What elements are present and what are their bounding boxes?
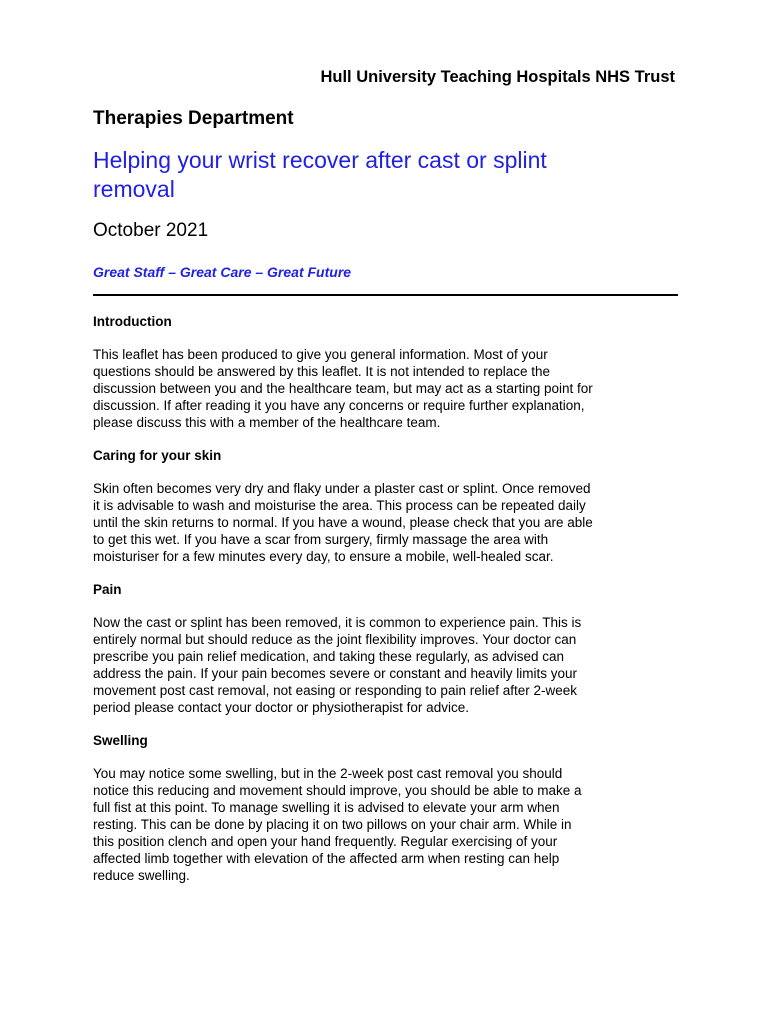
paragraph-line: please discuss this with a member of the healthcare team.: [93, 415, 441, 430]
paragraph-line: it is advisable to wash and moisturise the area. This process can be repeated daily: [93, 498, 586, 513]
paragraph-line: resting. This can be done by placing it on two pillows on your chair arm. While in: [93, 817, 572, 832]
organisation-name: Hull University Teaching Hospitals NHS Trust: [320, 68, 675, 86]
paragraph-line: entirely normal but should reduce as the joint flexibility improves. Your doctor can: [93, 632, 577, 647]
paragraph-line: Now the cast or splint has been removed, it is common to experience pain. This is: [93, 615, 582, 630]
paragraph-line: this position clench and open your hand frequently. Regular exercising of your: [93, 834, 558, 849]
department-name: Therapies Department: [93, 108, 294, 129]
paragraph-line: This leaflet has been produced to give you general information. Most of your: [93, 347, 548, 362]
paragraph-line: moisturiser for a few minutes every day, to ensure a mobile, well-healed scar.: [93, 549, 554, 564]
section-paragraph: [93, 480, 683, 565]
paragraph-line: Skin often becomes very dry and flaky under a plaster cast or splint. Once removed: [93, 481, 591, 496]
section-paragraph: [93, 614, 683, 716]
paragraph-line: prescribe you pain relief medication, and taking these regularly, as advised can: [93, 649, 565, 664]
title-line: removal: [93, 176, 175, 202]
paragraph-line: until the skin returns to normal. If you have a wound, please check that you are able: [93, 515, 593, 530]
paragraph-line: reduce swelling.: [93, 868, 190, 883]
header-divider: [93, 294, 678, 296]
paragraph-line: full fist at this point. To manage swelling it is advised to elevate your arm when: [93, 800, 560, 815]
tagline: Great Staff – Great Care – Great Future: [93, 264, 352, 280]
paragraph-line: affected limb together with elevation of the affected arm when resting can help: [93, 851, 560, 866]
section-paragraph: [93, 765, 683, 884]
paragraph-line: notice this reducing and movement should improve, you should be able to make a: [93, 783, 582, 798]
paragraph-line: questions should be answered by this leaflet. It is not intended to replace the: [93, 364, 551, 379]
title-line: Helping your wrist recover after cast or splint: [93, 147, 547, 173]
section-paragraph: [93, 346, 683, 431]
section-swelling: [93, 732, 683, 884]
document-body: [93, 313, 683, 900]
paragraph-line: address the pain. If your pain becomes severe or constant and heavily limits your: [93, 666, 578, 681]
paragraph-line: to get this wet. If you have a scar from surgery, firmly massage the area with: [93, 532, 549, 547]
paragraph-line: period please contact your doctor or physiotherapist for advice.: [93, 700, 469, 715]
paragraph-line: movement post cast removal, not easing or responding to pain relief after 2-week: [93, 683, 578, 698]
section-heading: Swelling: [93, 733, 148, 748]
paragraph-line: discussion. If after reading it you have any concerns or require further explanation,: [93, 398, 585, 413]
section-heading: Caring for your skin: [93, 448, 222, 463]
paragraph-line: discussion between you and the healthcare team, but may act as a starting point for: [93, 381, 593, 396]
document-title: [93, 146, 653, 204]
section-caring-for-skin: [93, 447, 683, 565]
document-date: October 2021: [93, 220, 209, 241]
section-heading: Pain: [93, 582, 122, 597]
section-introduction: [93, 313, 683, 431]
section-heading: Introduction: [93, 314, 172, 329]
paragraph-line: You may notice some swelling, but in the 2-week post cast removal you should: [93, 766, 563, 781]
section-pain: [93, 581, 683, 716]
